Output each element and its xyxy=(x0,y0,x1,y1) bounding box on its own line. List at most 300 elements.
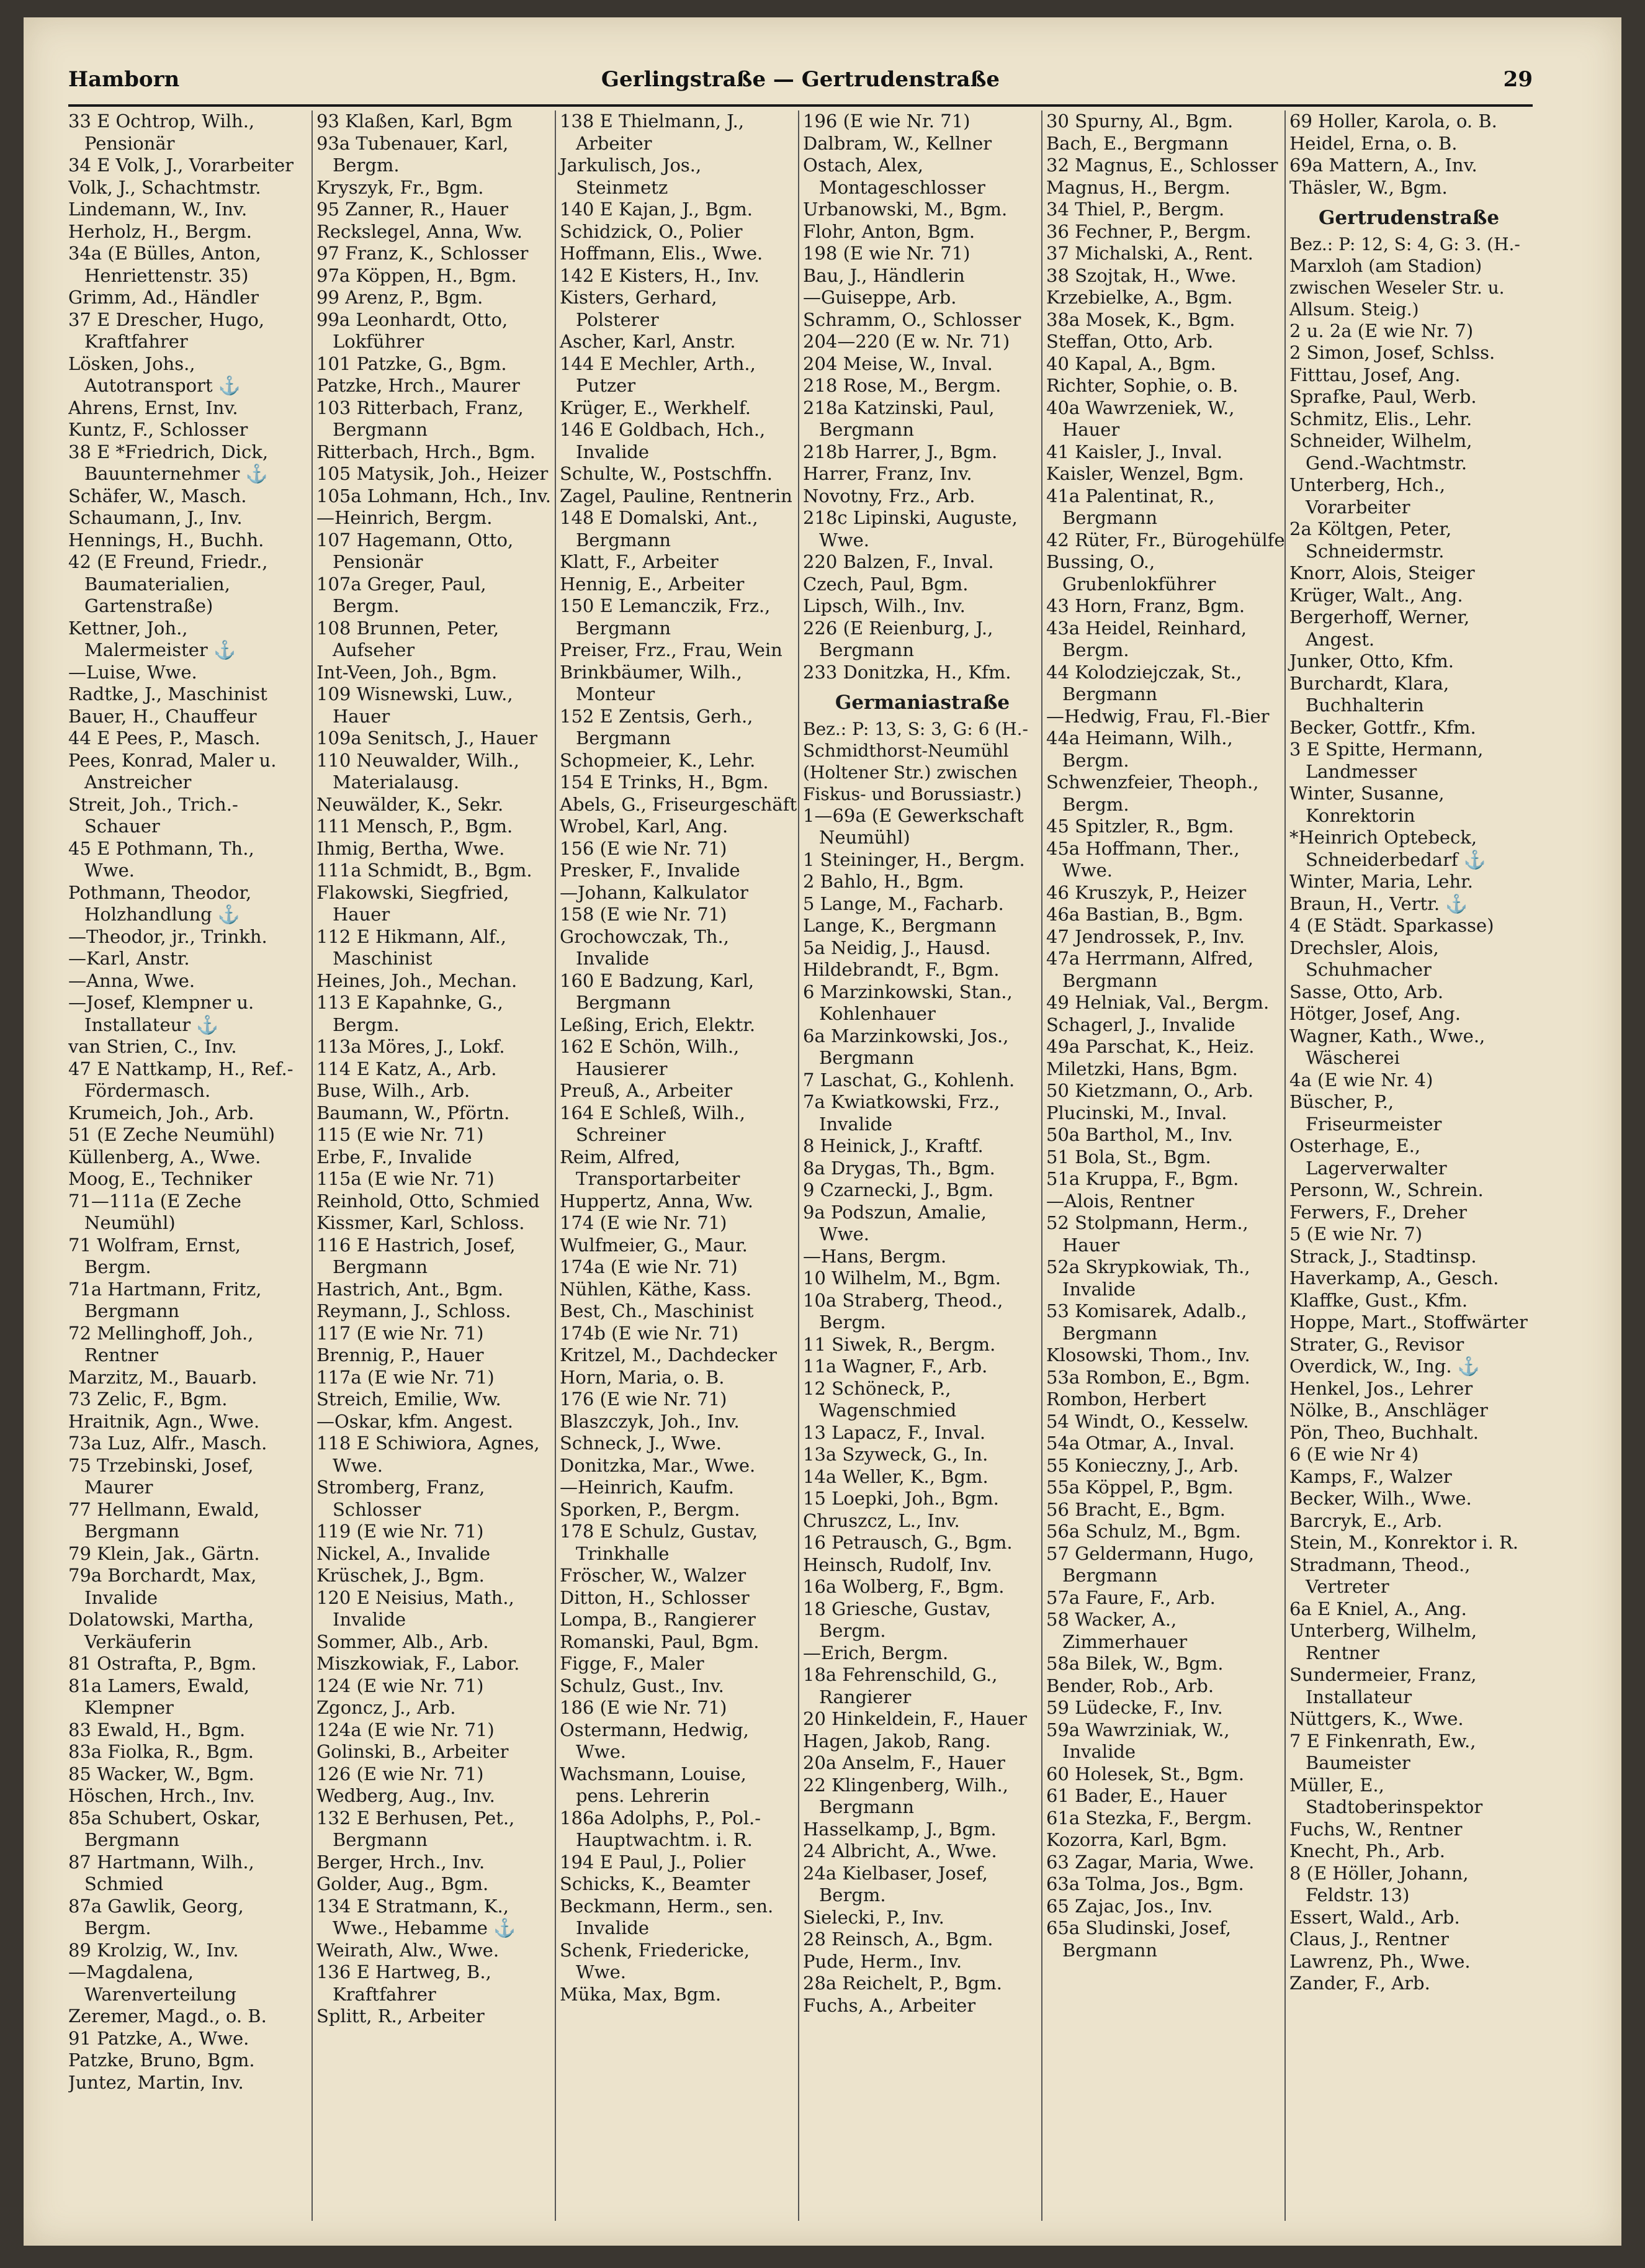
directory-entry xyxy=(803,1973,1042,1995)
directory-entry xyxy=(560,772,799,794)
directory-entry xyxy=(803,1642,1042,1665)
entry-text: Novotny, Frz., Arb. xyxy=(803,485,975,506)
directory-entry xyxy=(1289,320,1528,343)
directory-entry xyxy=(803,1488,1042,1510)
entry-text: 42 (E Freund, Friedr., Baumaterialien, Gartenstraße) xyxy=(68,551,268,616)
entry-text: Barcryk, E., Arb. xyxy=(1289,1510,1443,1531)
entry-text: Krumeich, Joh., Arb. xyxy=(68,1102,254,1123)
directory-entry xyxy=(1046,1212,1285,1256)
entry-text: 44 Kolodziejczak, St., Bergmann xyxy=(1046,661,1242,704)
directory-entry xyxy=(1289,1907,1528,1929)
directory-entry xyxy=(803,1532,1042,1554)
directory-entry xyxy=(1046,772,1285,816)
directory-entry xyxy=(1289,430,1528,474)
entry-text: Zgoncz, J., Arb. xyxy=(316,1697,456,1718)
entry-text: 204—220 (E w. Nr. 71) xyxy=(803,331,1010,352)
entry-text: —Alois, Rentner xyxy=(1046,1190,1195,1212)
directory-entry xyxy=(68,2050,307,2072)
entry-text: 162 E Schön, Wilh., Hausierer xyxy=(560,1036,740,1079)
entry-text: Presker, F., Invalide xyxy=(560,860,740,881)
directory-entry xyxy=(68,1279,307,1323)
entry-text: Miletzki, Hans, Bgm. xyxy=(1046,1058,1238,1079)
entry-text: Kaisler, Wenzel, Bgm. xyxy=(1046,463,1244,484)
entry-text: Moog, E., Techniker xyxy=(68,1168,253,1189)
directory-entry xyxy=(560,1146,799,1190)
entry-text: —Hans, Bergm. xyxy=(803,1245,947,1267)
entry-text: 107a Greger, Paul, Bergm. xyxy=(316,573,486,616)
entry-text: 150 E Lemanczik, Frz., Bergmann xyxy=(560,595,771,639)
entry-text: 54a Otmar, A., Inval. xyxy=(1046,1433,1235,1454)
directory-entry xyxy=(1046,1697,1285,1719)
entry-text: Reim, Alfred, Transportarbeiter xyxy=(560,1146,740,1189)
directory-entry xyxy=(803,937,1042,960)
directory-entry xyxy=(1046,551,1285,595)
entry-text: Stein, M., Konrektor i. R. xyxy=(1289,1532,1518,1553)
entry-text: Essert, Wald., Arb. xyxy=(1289,1906,1460,1928)
entry-text: Drechsler, Alois, Schuhmacher xyxy=(1289,937,1439,980)
entry-text: 71 Wolfram, Ernst, Bergm. xyxy=(68,1234,241,1277)
directory-entry xyxy=(560,706,799,750)
directory-entry xyxy=(316,574,555,618)
entry-text: Burchardt, Klara, Buchhalterin xyxy=(1289,672,1450,716)
entry-text: Flakowski, Siegfried, Hauer xyxy=(316,881,509,925)
entry-text: Chruszcz, L., Inv. xyxy=(803,1510,960,1531)
directory-entry xyxy=(1046,309,1285,331)
directory-entry xyxy=(803,1928,1042,1951)
directory-entry xyxy=(1289,1664,1528,1708)
entry-text: 28a Reichelt, P., Bgm. xyxy=(803,1973,1003,1994)
entry-text: Golinski, B., Arbeiter xyxy=(316,1741,509,1762)
directory-entry xyxy=(803,1135,1042,1158)
directory-entry xyxy=(560,1256,799,1279)
directory-entry xyxy=(803,662,1042,684)
directory-entry xyxy=(68,397,307,420)
entry-text: 28 Reinsch, A., Bgm. xyxy=(803,1928,993,1950)
entry-text: 119 (E wie Nr. 71) xyxy=(316,1521,484,1542)
entry-text: 71a Hartmann, Fritz, Bergmann xyxy=(68,1278,262,1321)
entry-text: Heinsch, Rudolf, Inv. xyxy=(803,1554,992,1575)
directory-entry xyxy=(1046,221,1285,243)
directory-entry xyxy=(316,133,555,177)
entry-text: 110 Neuwalder, Wilh., Materialausg. xyxy=(316,749,519,793)
entry-text: Lompa, B., Rangierer xyxy=(560,1609,756,1630)
entry-text: 44 E Pees, P., Masch. xyxy=(68,727,261,749)
directory-entry xyxy=(316,221,555,243)
street-heading: Germaniastraße xyxy=(835,691,1010,714)
directory-entry xyxy=(803,1664,1042,1708)
entry-text: 51 Bola, St., Bgm. xyxy=(1046,1146,1211,1168)
directory-entry xyxy=(68,992,307,1036)
entry-text: 7a Kwiatkowski, Frz., Invalide xyxy=(803,1091,1000,1135)
directory-entry xyxy=(1289,1554,1528,1598)
entry-text: Buse, Wilh., Arb. xyxy=(316,1080,470,1101)
directory-entry xyxy=(560,662,799,706)
entry-text: Schidzick, O., Polier xyxy=(560,220,743,242)
entry-text: 220 Balzen, F., Inval. xyxy=(803,551,994,572)
entry-text: 8a Drygas, Th., Bgm. xyxy=(803,1157,995,1179)
entry-text: 60 Holesek, St., Bgm. xyxy=(1046,1763,1245,1784)
entry-text: 118 E Schiwiora, Agnes, Wwe. xyxy=(316,1433,540,1476)
directory-entry xyxy=(68,1565,307,1609)
entry-text: Kozorra, Karl, Bgm. xyxy=(1046,1829,1227,1850)
directory-entry xyxy=(68,419,307,441)
entry-text: 95 Zanner, R., Hauer xyxy=(316,199,508,220)
entry-text: 194 E Paul, J., Polier xyxy=(560,1851,746,1873)
directory-entry xyxy=(1289,1928,1528,1951)
entry-text: Grochowczak, Th., Invalide xyxy=(560,925,729,969)
directory-entry xyxy=(68,683,307,706)
entry-text: van Strien, C., Inv. xyxy=(68,1036,237,1057)
directory-entry xyxy=(1046,727,1285,772)
entry-text: Klatt, F., Arbeiter xyxy=(560,551,719,572)
directory-entry xyxy=(560,1675,799,1698)
directory-entry xyxy=(1289,981,1528,1004)
entry-text: Schmitz, Elis., Lehr. xyxy=(1289,408,1472,430)
directory-entry xyxy=(316,485,555,508)
directory-entry xyxy=(803,353,1042,376)
directory-entry xyxy=(1046,331,1285,353)
entry-text: 9 Czarnecki, J., Bgm. xyxy=(803,1179,994,1200)
directory-entry xyxy=(803,1598,1042,1642)
entry-text: 198 (E wie Nr. 71) xyxy=(803,243,970,264)
directory-entry xyxy=(316,1565,555,1587)
entry-text: 2 Simon, Josef, Schlss. xyxy=(1289,342,1495,363)
directory-entry xyxy=(1289,518,1528,562)
entry-text: 152 E Zentsis, Gerh., Bergmann xyxy=(560,705,753,749)
directory-entry xyxy=(1046,1344,1285,1367)
entry-text: 142 E Kisters, H., Inv. xyxy=(560,264,760,286)
directory-entry xyxy=(68,1763,307,1786)
directory-entry xyxy=(1046,1146,1285,1169)
entry-text: Weirath, Alw., Wwe. xyxy=(316,1939,500,1961)
entry-text: 4 (E Städt. Sparkasse) xyxy=(1289,915,1494,936)
entry-text: 24a Kielbaser, Josef, Bergm. xyxy=(803,1862,988,1906)
directory-entry xyxy=(560,639,799,662)
directory-entry xyxy=(68,1455,307,1499)
directory-entry xyxy=(1046,904,1285,926)
entry-text: Stromberg, Franz, Schlosser xyxy=(316,1477,485,1520)
entry-text: 8 Heinick, J., Kraftf. xyxy=(803,1135,984,1156)
directory-entry xyxy=(560,1102,799,1146)
entry-text: 58 Wacker, A., Zimmerhauer xyxy=(1046,1609,1188,1652)
directory-entry xyxy=(1289,1003,1528,1025)
directory-entry xyxy=(803,309,1042,331)
entry-text: Sundermeier, Franz, Installateur xyxy=(1289,1664,1477,1708)
entry-text: Nühlen, Käthe, Kass. xyxy=(560,1278,752,1300)
directory-entry xyxy=(316,1896,555,1940)
directory-entry xyxy=(68,1719,307,1742)
directory-entry xyxy=(560,1014,799,1037)
directory-entry xyxy=(1289,408,1528,431)
entry-text: Junker, Otto, Kfm. xyxy=(1289,650,1454,672)
entry-text: 5 (E wie Nr. 7) xyxy=(1289,1223,1423,1244)
directory-entry xyxy=(560,551,799,574)
directory-entry xyxy=(316,1852,555,1874)
entry-text: Brennig, P., Hauer xyxy=(316,1344,484,1366)
directory-entry xyxy=(803,1179,1042,1202)
entry-text: 132 E Berhusen, Pet., Bergmann xyxy=(316,1807,515,1850)
entry-text: 42 Rüter, Fr., Bürogehülfe xyxy=(1046,529,1285,551)
entry-text: Nölke, B., Anschläger xyxy=(1289,1400,1488,1421)
directory-entry xyxy=(68,110,307,155)
entry-text: Kritzel, M., Dachdecker xyxy=(560,1344,777,1366)
entry-text: 6 Marzinkowski, Stan., Kohlenhauer xyxy=(803,981,1013,1024)
entry-text: 108 Brunnen, Peter, Aufseher xyxy=(316,617,500,660)
directory-entry xyxy=(68,794,307,838)
directory-entry xyxy=(560,1896,799,1940)
directory-entry xyxy=(560,816,799,838)
directory-entry xyxy=(803,1202,1042,1246)
directory-entry xyxy=(1289,562,1528,585)
entry-text: 8 (E Höller, Johann, Feldstr. 13) xyxy=(1289,1862,1469,1906)
directory-entry xyxy=(1046,662,1285,706)
entry-text: Sporken, P., Bergm. xyxy=(560,1498,740,1520)
directory-entry xyxy=(1289,474,1528,518)
directory-entry xyxy=(1289,133,1528,155)
entry-text: 156 (E wie Nr. 71) xyxy=(560,837,727,859)
entry-text: 50a Barthol, M., Inv. xyxy=(1046,1124,1234,1145)
directory-entry xyxy=(316,1190,555,1213)
entry-text: Patzke, Bruno, Bgm. xyxy=(68,2050,255,2071)
entry-text: Schicks, K., Beamter xyxy=(560,1873,750,1894)
directory-entry xyxy=(68,1499,307,1543)
entry-text: Splitt, R., Arbeiter xyxy=(316,2005,485,2027)
page-number: 29 xyxy=(1503,67,1533,92)
entry-text: 51a Kruppa, F., Bgm. xyxy=(1046,1168,1239,1189)
directory-entry xyxy=(316,1675,555,1698)
column-4 xyxy=(798,110,1042,2221)
entry-text: Fuchs, A., Arbeiter xyxy=(803,1994,976,2016)
entry-text: 63 Zagar, Maria, Wwe. xyxy=(1046,1851,1255,1873)
directory-entry xyxy=(803,441,1042,464)
directory-entry xyxy=(560,1300,799,1323)
entry-text: 164 E Schleß, Wilh., Schreiner xyxy=(560,1102,745,1145)
entry-text: Personn, W., Schrein. xyxy=(1289,1179,1484,1200)
entry-text: Lange, K., Bergmann xyxy=(803,915,997,936)
directory-columns xyxy=(68,110,1533,2221)
entry-text: 69a Mattern, A., Inv. xyxy=(1289,155,1477,176)
directory-entry xyxy=(1046,618,1285,662)
directory-entry xyxy=(803,849,1042,871)
entry-text: 54 Windt, O., Kesselw. xyxy=(1046,1410,1249,1432)
entry-text: 2 u. 2a (E wie Nr. 7) xyxy=(1289,320,1474,341)
entry-text: Patzke, Hrch., Maurer xyxy=(316,375,520,396)
entry-text: 174 (E wie Nr. 71) xyxy=(560,1212,727,1233)
directory-entry xyxy=(68,1961,307,2005)
entry-text: Winter, Susanne, Konrektorin xyxy=(1289,783,1445,826)
directory-entry xyxy=(68,970,307,992)
column-3 xyxy=(555,110,799,2221)
entry-text: 11a Wagner, F., Arb. xyxy=(803,1356,988,1377)
directory-entry xyxy=(560,1984,799,2006)
directory-entry xyxy=(803,1334,1042,1356)
directory-entry xyxy=(1289,1598,1528,1621)
page-header xyxy=(68,61,1533,107)
entry-text: 138 E Thielmann, J., Arbeiter xyxy=(560,110,745,154)
directory-entry xyxy=(1289,1951,1528,1973)
directory-entry xyxy=(1046,882,1285,904)
directory-entry xyxy=(1046,948,1285,992)
directory-entry xyxy=(560,221,799,243)
directory-entry xyxy=(803,1819,1042,1841)
directory-entry xyxy=(803,574,1042,596)
directory-entry xyxy=(68,485,307,508)
entry-text: 99 Arenz, P., Bgm. xyxy=(316,287,483,308)
directory-entry xyxy=(316,1719,555,1742)
entry-text: Kisters, Gerhard, Polsterer xyxy=(560,287,717,330)
entry-text: Schagerl, J., Invalide xyxy=(1046,1014,1235,1035)
directory-entry xyxy=(68,221,307,243)
directory-entry xyxy=(1289,1223,1528,1246)
directory-entry xyxy=(1289,1400,1528,1422)
entry-text: —Guiseppe, Arb. xyxy=(803,287,957,308)
entry-text: 18a Fehrenschild, G., Rangierer xyxy=(803,1664,998,1708)
directory-entry xyxy=(803,1840,1042,1863)
entry-text: Grimm, Ad., Händler xyxy=(68,287,259,308)
entry-text: Preuß, A., Arbeiter xyxy=(560,1080,733,1101)
entry-text: 49 Helniak, Val., Bergm. xyxy=(1046,992,1270,1013)
entry-text: —Anna, Wwe. xyxy=(68,970,195,991)
directory-entry xyxy=(1289,1378,1528,1400)
directory-entry xyxy=(1289,871,1528,893)
entry-text: Fuchs, W., Rentner xyxy=(1289,1818,1463,1840)
entry-text: Magnus, H., Bergm. xyxy=(1046,176,1230,198)
directory-entry xyxy=(1289,1488,1528,1510)
entry-text: 115a (E wie Nr. 71) xyxy=(316,1168,495,1189)
entry-text: —Heinrich, Bergm. xyxy=(316,507,493,528)
directory-entry xyxy=(316,1146,555,1169)
entry-text: 47 E Nattkamp, H., Ref.-Fördermasch. xyxy=(68,1058,294,1101)
directory-entry xyxy=(1046,926,1285,948)
directory-entry xyxy=(316,1763,555,1786)
entry-text: —Oskar, kfm. Angest. xyxy=(316,1410,513,1432)
entry-text: 38 Szojtak, H., Wwe. xyxy=(1046,264,1237,286)
directory-entry xyxy=(1046,1499,1285,1521)
entry-text: Lipsch, Wilh., Inv. xyxy=(803,595,966,616)
entry-text: 5a Neidig, J., Hausd. xyxy=(803,937,991,958)
entry-text: —Theodor, jr., Trinkh. xyxy=(68,925,267,947)
entry-text: Krüger, E., Werkhelf. xyxy=(560,397,751,418)
directory-entry xyxy=(803,1510,1042,1532)
directory-entry xyxy=(68,287,307,309)
entry-text: Heidel, Erna, o. B. xyxy=(1289,132,1458,154)
entry-text: Harrer, Franz, Inv. xyxy=(803,463,972,484)
directory-entry xyxy=(316,1279,555,1301)
directory-entry xyxy=(1046,1873,1285,1896)
entry-text: 12 Schöneck, P., Wagenschmied xyxy=(803,1377,957,1421)
directory-entry xyxy=(1289,1532,1528,1554)
directory-entry xyxy=(68,155,307,177)
directory-entry xyxy=(68,1609,307,1653)
entry-text: Richter, Sophie, o. B. xyxy=(1046,375,1239,396)
directory-entry xyxy=(803,375,1042,397)
entry-text: Kissmer, Karl, Schloss. xyxy=(316,1212,525,1233)
directory-entry xyxy=(1046,595,1285,618)
column-1 xyxy=(68,110,307,2221)
directory-entry xyxy=(1289,1863,1528,1907)
entry-text: Baumann, W., Pförtn. xyxy=(316,1102,510,1123)
entry-text: 33 E Ochtrop, Wilh., Pensionär xyxy=(68,110,255,154)
entry-text: 34a (E Bülles, Anton, Henriettenstr. 35) xyxy=(68,243,261,286)
entry-text: Lindemann, W., Inv. xyxy=(68,199,248,220)
entry-text: Sielecki, P., Inv. xyxy=(803,1906,944,1928)
directory-entry xyxy=(1046,1256,1285,1300)
directory-entry xyxy=(1289,1135,1528,1179)
directory-entry xyxy=(316,463,555,485)
directory-entry xyxy=(316,1543,555,1565)
entry-text: 79a Borchardt, Max, Invalide xyxy=(68,1565,257,1608)
directory-entry xyxy=(1289,1267,1528,1290)
header-streets: Gerlingstraße — Gertrudenstraße xyxy=(601,67,1000,92)
directory-entry xyxy=(803,1091,1042,1135)
entry-text: Becker, Gottfr., Kfm. xyxy=(1289,716,1476,738)
directory-entry xyxy=(316,794,555,816)
entry-text: 226 (E Reienburg, J., Bergmann xyxy=(803,617,993,660)
directory-entry xyxy=(1046,1433,1285,1455)
entry-text: 61 Bader, E., Hauer xyxy=(1046,1785,1227,1806)
entry-text: Schulte, W., Postschffn. xyxy=(560,463,773,484)
directory-entry xyxy=(803,485,1042,508)
entry-text: 85 Wacker, W., Bgm. xyxy=(68,1763,254,1784)
entry-text: Büscher, P., Friseurmeister xyxy=(1289,1091,1442,1135)
entry-text: 176 (E wie Nr. 71) xyxy=(560,1388,727,1410)
entry-text: Leßing, Erich, Elektr. xyxy=(560,1014,756,1035)
directory-entry xyxy=(803,871,1042,893)
directory-entry xyxy=(803,463,1042,485)
directory-entry xyxy=(1046,485,1285,529)
directory-entry xyxy=(68,1896,307,1940)
entry-text: 146 E Goldbach, Hch., Invalide xyxy=(560,419,766,462)
entry-text: 101 Patzke, G., Bgm. xyxy=(316,353,507,374)
directory-entry xyxy=(68,706,307,728)
entry-text: 59a Wawrziniak, W., Invalide xyxy=(1046,1719,1230,1762)
entry-text: —Luise, Wwe. xyxy=(68,661,197,683)
directory-entry xyxy=(1289,1069,1528,1092)
entry-text: Juntez, Martin, Inv. xyxy=(68,2071,244,2093)
directory-entry xyxy=(1289,1025,1528,1069)
directory-entry xyxy=(803,1267,1042,1290)
entry-text: Krüschek, J., Bgm. xyxy=(316,1565,485,1586)
directory-entry xyxy=(803,1775,1042,1819)
directory-entry xyxy=(1046,287,1285,309)
directory-entry xyxy=(560,1323,799,1345)
entry-text: Pees, Konrad, Maler u. Anstreicher xyxy=(68,749,277,793)
directory-entry xyxy=(803,243,1042,265)
entry-text: Stradmann, Theod., Vertreter xyxy=(1289,1554,1471,1597)
entry-text: 75 Trzebinski, Josef, Maurer xyxy=(68,1454,254,1498)
directory-entry xyxy=(1289,1444,1528,1466)
directory-entry xyxy=(803,331,1042,353)
entry-text: 154 E Trinks, H., Bgm. xyxy=(560,772,769,793)
directory-entry xyxy=(560,1279,799,1301)
column-5 xyxy=(1041,110,1285,2221)
directory-entry xyxy=(560,882,799,904)
directory-entry xyxy=(803,1356,1042,1378)
entry-text: Erbe, F., Invalide xyxy=(316,1146,472,1168)
directory-entry xyxy=(1289,1973,1528,1995)
directory-entry xyxy=(803,1378,1042,1422)
directory-entry xyxy=(1289,1840,1528,1863)
directory-entry xyxy=(803,1951,1042,1973)
directory-entry xyxy=(1289,1422,1528,1444)
entry-text: 56a Schulz, M., Bgm. xyxy=(1046,1521,1241,1542)
directory-entry xyxy=(560,1411,799,1433)
directory-entry xyxy=(560,1036,799,1080)
directory-entry xyxy=(803,595,1042,618)
entry-text: 57 Geldermann, Hugo, Bergmann xyxy=(1046,1542,1255,1586)
entry-text: 30 Spurny, Al., Bgm. xyxy=(1046,110,1234,132)
entry-text: Beckmann, Herm., sen. Invalide xyxy=(560,1895,774,1938)
